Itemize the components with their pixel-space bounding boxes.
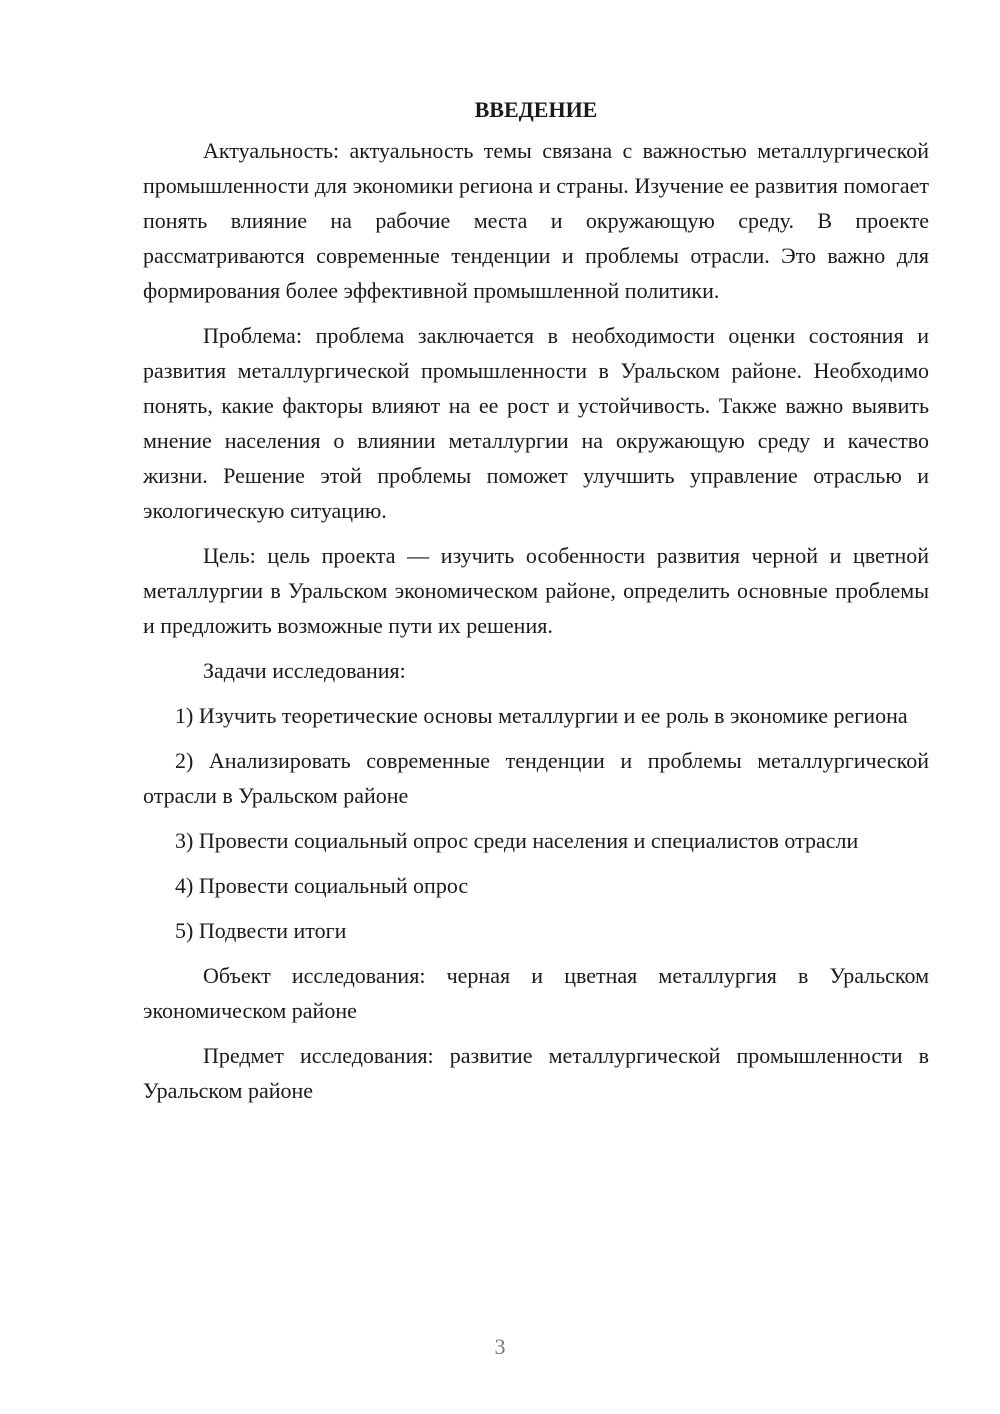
list-item: 4) Провести социальный опрос (175, 873, 469, 898)
subject-paragraph: Предмет исследования: развитие металлургической промышленности в Уральском районе (143, 1043, 929, 1103)
list-item: 3) Провести социальный опрос среди населения и специалистов отрасли (175, 828, 859, 853)
list-item: 2) Анализировать современные тенденции и проблемы металлургической отрасли в Уральском районе (143, 748, 929, 808)
relevance-paragraph: Актуальность: актуальность темы связана с важностью металлургической промышленности для экономики региона и страны. Изучение ее развития помогает понять влияние на рабочие места и окружающую среду. В проекте рассматриваются современные тенденции и проблемы отрасли. Это важно для формирования более эффективной промышленной политики. (143, 138, 929, 303)
tasks-heading: Задачи исследования: (203, 658, 406, 683)
list-item: 1) Изучить теоретические основы металлургии и ее роль в экономике региона (175, 703, 908, 728)
problem-paragraph: Проблема: проблема заключается в необходимости оценки состояния и развития металлургической промышленности в Уральском районе. Необходимо понять, какие факторы влияют на ее рост и устойчивость. Также важно выявить мнение населения о влиянии металлургии на окружающую среду и качество жизни. Решение этой проблемы поможет улучшить управление отраслью и экологическую ситуацию. (143, 323, 929, 523)
goal-paragraph: Цель: цель проекта — изучить особенности развития черной и цветной металлургии в Уральском экономическом районе, определить основные проблемы и предложить возможные пути их решения. (143, 543, 929, 638)
document-page (143, 92, 929, 1118)
list-item: 5) Подвести итоги (175, 918, 347, 943)
object-paragraph: Объект исследования: черная и цветная металлургия в Уральском экономическом районе (143, 963, 929, 1023)
page-number: 3 (494, 1334, 506, 1359)
page-title: ВВЕДЕНИЕ (474, 97, 598, 122)
tasks-list (143, 698, 929, 948)
